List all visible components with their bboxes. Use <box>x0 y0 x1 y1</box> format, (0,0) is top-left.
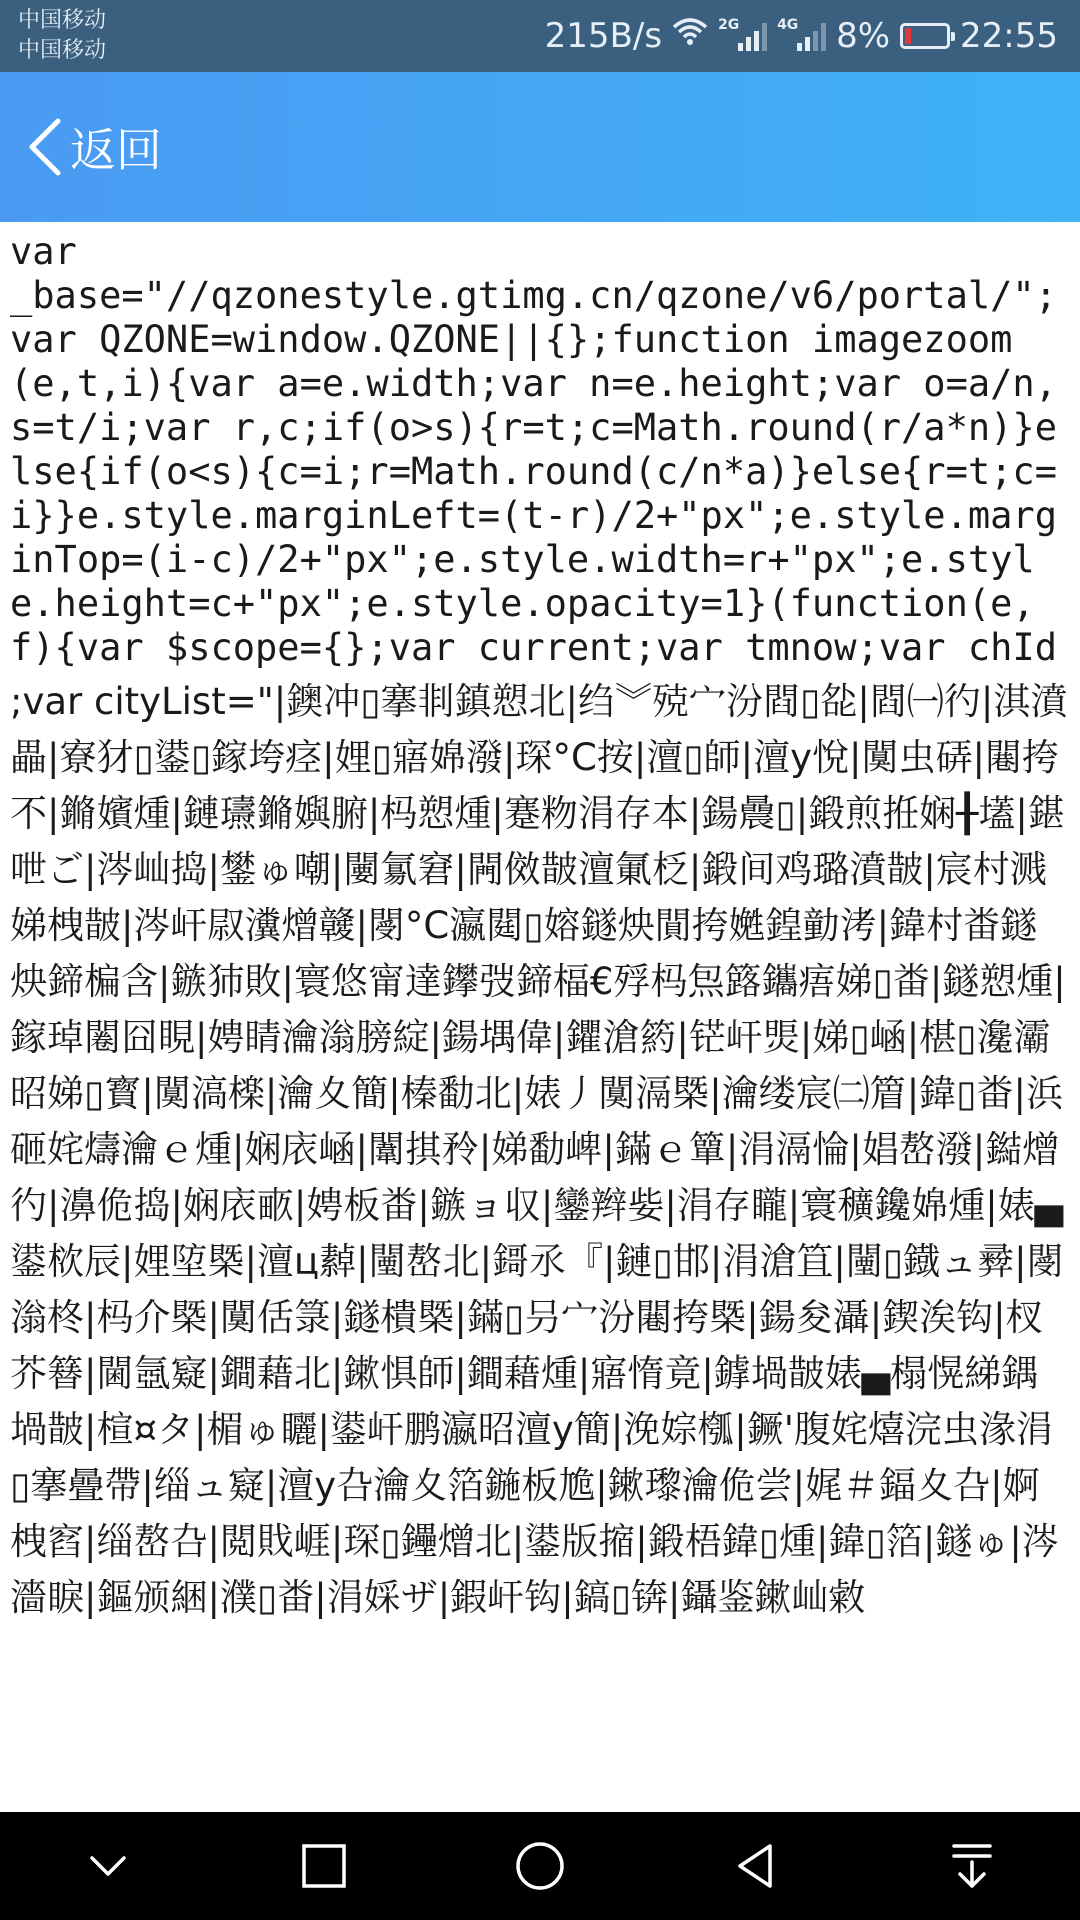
clock: 22:55 <box>960 16 1058 56</box>
square-icon[interactable] <box>284 1826 364 1906</box>
signal-icon <box>718 17 767 51</box>
source-code-text: var _base="//qzonestyle.gtimg.cn/qzone/v6/portal/";var QZONE=window.QZONE||{};function imagezoom(e,t,i){var a=e.width;var n=e.height;var o=a/n,s=t/i;var r,c;if(o>s){r=t;c=Math.round(r/a*n)}else{if(o<s){c=i;r=Math.round(c/n*a)}else{r=t;c=i}}e.style.marginLeft=(t-r)/2+"px";e.style.marginTop=(i-c)/2+"px";e.style.width=r+"px";e.style.height=c+"px";e.style.opacity=1}(function(e,f){var $scope={};var current;var tmnow;var chId <box>10 230 1057 669</box>
back-button[interactable] <box>24 112 162 182</box>
triangle-back-icon[interactable] <box>716 1826 796 1906</box>
page-source-view[interactable] <box>10 230 1072 1810</box>
battery-icon <box>900 23 950 49</box>
navigation-bar <box>0 1812 1080 1920</box>
chevron-down-icon[interactable] <box>68 1826 148 1906</box>
signal-type-label: 2G <box>718 17 740 33</box>
carrier-1: 中国移动 <box>18 8 107 33</box>
pull-down-icon[interactable] <box>932 1826 1012 1906</box>
app-bar <box>0 72 1080 222</box>
status-indicators <box>545 0 1058 72</box>
carrier-2: 中国移动 <box>18 38 107 63</box>
net-speed: 215B/s <box>544 16 663 56</box>
status-bar <box>0 0 1080 72</box>
battery-percent: 8% <box>836 16 891 56</box>
signal-type-label: 4G <box>777 17 799 33</box>
circle-icon[interactable] <box>500 1826 580 1906</box>
chevron-left-icon <box>24 115 68 179</box>
signal-icon <box>777 17 826 51</box>
wifi-icon <box>672 16 708 56</box>
garbled-text: ;var cityList="|鐭冲▯搴剕鎮愬北|绉︾殑宀汾閰▯夞|閰㈠彴|淇濆畾|寮犲▯鍙▯鎵垮痉|娌▯寤婂潑|琛°C按|澶▯師|澶у悅|闃虫硦|闀挎不|鏅嬪煄|鏈瓙鏅嬩腑|杩愬煄|蹇粅涓存本|鍚曟▯|鍛煎拰娴╂壒|鍖呭ご|涔屾捣|鐢ゅ嘲|闄氱窘|闁傚皵澶氭柉|鍛间鸡璐濆皵|宸村溅娣栧皵|涔屽叞瀵熷竷|閿°C瀛閮▯嫆鐩炴閴挎嬎鍠勭洘|鍏村畨鐩炴鍗楄含|鏃犻敗|寰悠甯達鑻弢鍗楅€殍杩炰簬鑴痦娣▯畨|鐩愬煄|鎵琸闂囧睍|娉睛瀹滃膀綻|鍚堣偉|鑺滄箹|铓屽煚|娣▯崡|椹▯瀺灞昭娣▯寳|闃滈檪|瀹夊簡|榛勫北|婊丿闃滆槩|瀹缕宸㈡篃|鍏▯畨|浜砸姹燽瀹ｅ煄|娴庡崡|闈掑矝|娣勫崥|鏋ｅ簞|涓滆惀|娼嶅潑|鐑熷彴|濞佹捣|娴庡畞|娉板畨|鏃ョ収|鑾辫姕|涓存矓|寰穬鑱婂煄|婊▄鍙栨辰|娌埅槩|澶ц繛|闉嶅北|鎶氶『|鏈▯邯|涓滄笡|闉▯鐡ュ彛|閿滃柊|杩介槩|闃佸箓|鐩樻槩|鏋▯叧宀汾闀挎槩|鍚夋灄|鍥涘钩|杈芥簮|閫氬寲|鐧藉北|鏉惧師|鐧藉煄|寤惰竟|鎼堝皵婊▄榻愰綈鍝堝皵|楦¤タ|楣ゅ矖|鍙屽鹏瀛昭澶у簡|浼婃槬|鐝'腹姹熺浣虫湪涓▯搴曡帶|缁ュ寲|澶у叴瀹夊箔鍦板尯|鏉瓈瀹佹尝|娓＃鍢夊叴|婀栧窞|缁嶅叴|閲戝崕|琛▯鑸熷北|鍙版摍|鍛梧鍏▯煄|鍏▯箔|鐩ゅ|涔濇睙|鏂颁綑|濮▯畨|涓婇ザ|鍜屽钩|鎬▯锛|鑷鉴鏉屾敹 <box>10 680 1068 1619</box>
carrier-labels <box>18 6 106 66</box>
back-label: 返回 <box>70 123 162 177</box>
